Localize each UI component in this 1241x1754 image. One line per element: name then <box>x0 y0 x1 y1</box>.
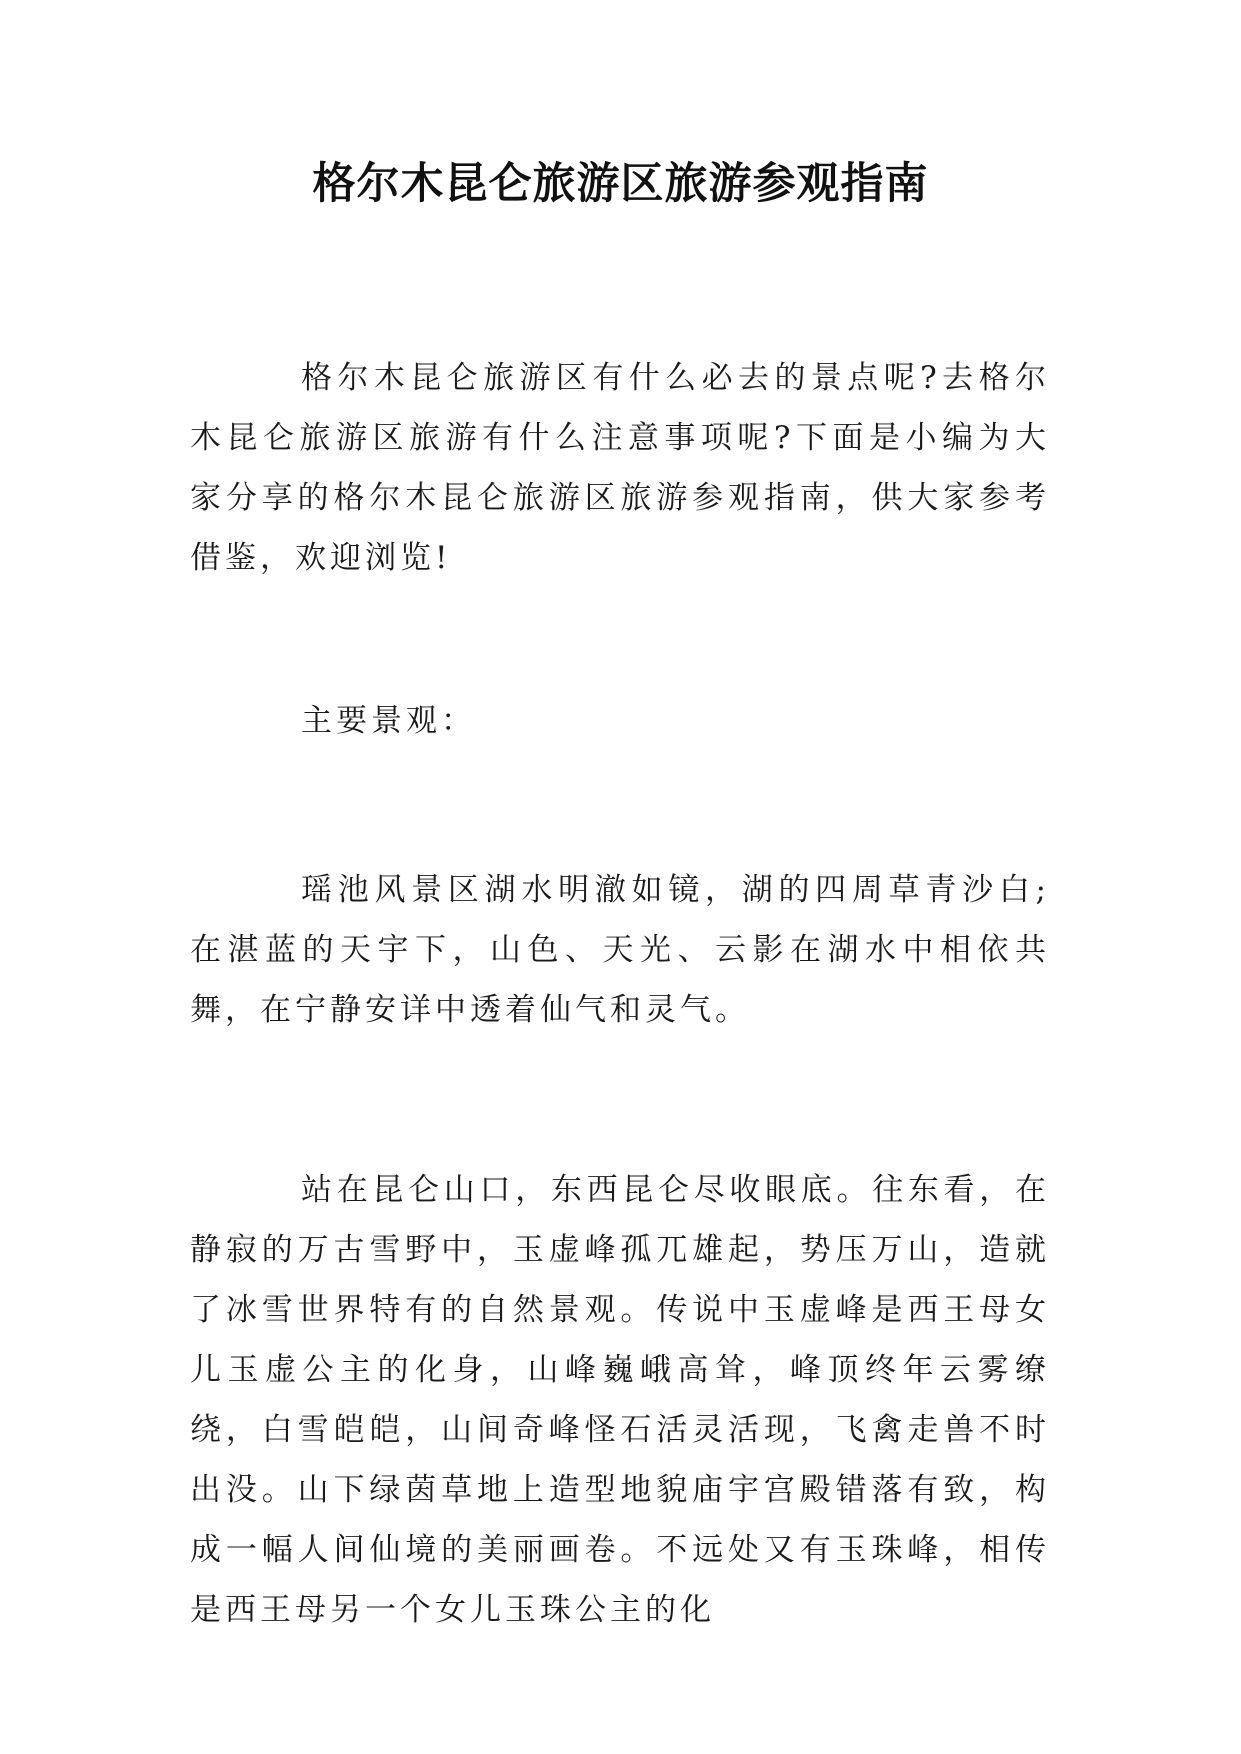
intro-paragraph: 格尔木昆仑旅游区有什么必去的景点呢?去格尔木昆仑旅游区旅游有什么注意事项呢?下面是小编为大家分享的格尔木昆仑旅游区旅游参观指南，供大家参考借鉴，欢迎浏览! <box>190 360 1050 576</box>
yaochi-lake-paragraph: 瑶池风景区湖水明澈如镜，湖的四周草青沙白;在湛蓝的天宇下，山色、天光、云影在湖水中相依共舞，在宁静安详中透着仙气和灵气。 <box>190 872 1050 1028</box>
document-title: 格尔木昆仑旅游区旅游参观指南 <box>312 159 929 209</box>
section-heading-main-scenery: 主要景观： <box>301 703 476 739</box>
kunlun-pass-paragraph: 站在昆仑山口，东西昆仑尽收眼底。往东看，在静寂的万古雪野中，玉虚峰孤兀雄起，势压万山，造就了冰雪世界特有的自然景观。传说中玉虚峰是西王母女儿玉虚公主的化身，山峰巍峨高耸，峰顶终年云雾缭绕，白雪皑皑，山间奇峰怪石活灵活现，飞禽走兽不时出没。山下绿茵草地上造型地貌庙宇宫殿错落有致，构成一幅人间仙境的美丽画卷。不远处又有玉珠峰，相传是西王母另一个女儿玉珠公主的化 <box>190 1172 1050 1628</box>
